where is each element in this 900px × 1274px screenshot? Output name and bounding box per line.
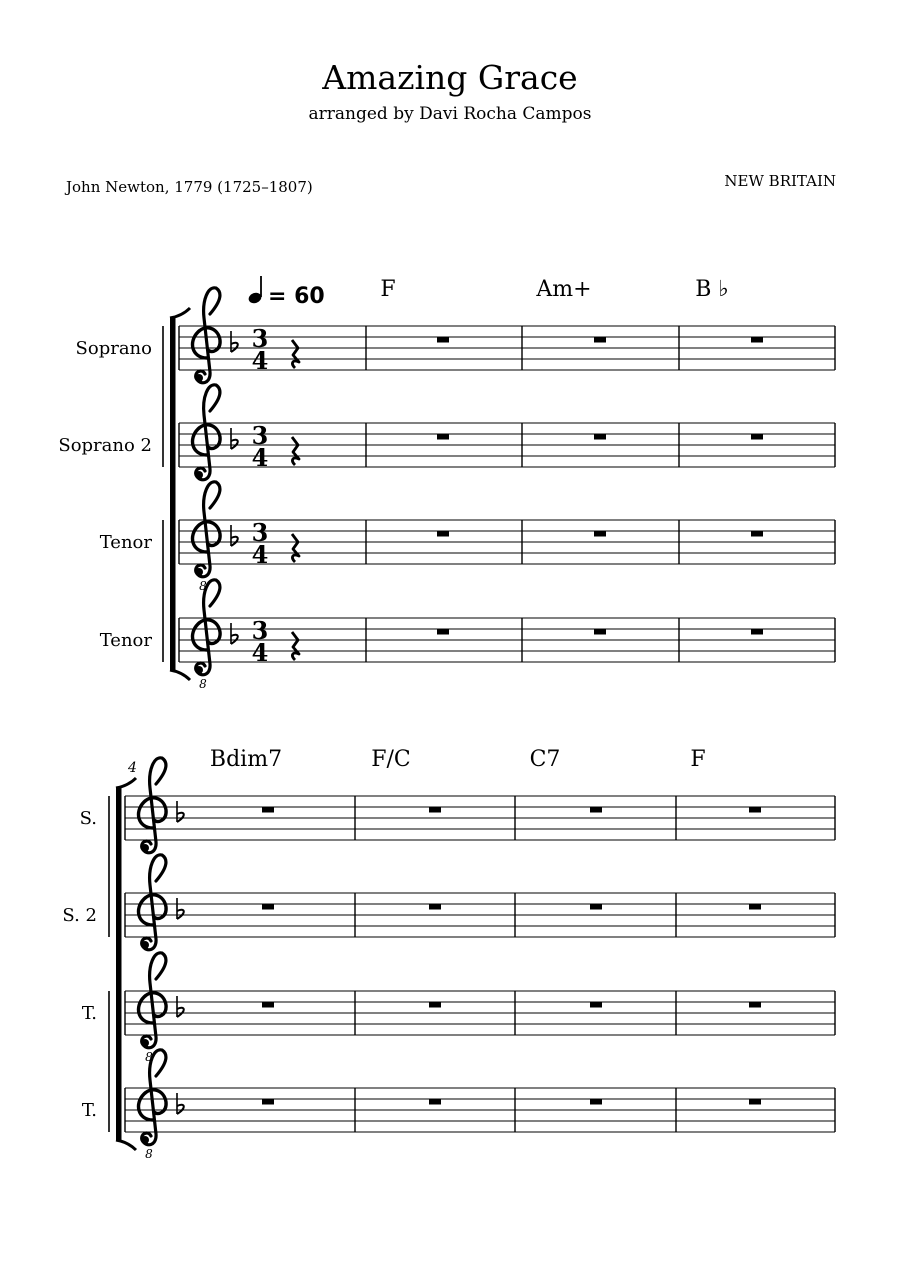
flat-key-signature [231, 623, 238, 644]
whole-rest [751, 629, 763, 635]
flat-key-signature [177, 996, 184, 1017]
bracket-top-curl [116, 778, 136, 788]
whole-rest [751, 337, 763, 343]
whole-rest [594, 531, 606, 537]
bracket-bottom-curl [170, 670, 190, 680]
chord-symbol: Am+ [536, 277, 592, 302]
clef-dot [195, 568, 203, 576]
time-signature-top: 3 [251, 616, 269, 645]
clef-stem [196, 580, 220, 675]
quarter-rest-pickup [292, 534, 299, 562]
whole-rest [751, 434, 763, 440]
staff [179, 618, 835, 662]
octave-marker: 8 [199, 579, 207, 593]
staff [125, 1088, 835, 1132]
whole-rest [590, 807, 602, 813]
flat-bowl [231, 537, 238, 546]
whole-rest [262, 1099, 274, 1105]
clef-dot [141, 941, 149, 949]
clef-dot [141, 844, 149, 852]
clef-stem [142, 855, 166, 950]
whole-rest [594, 629, 606, 635]
flat-bowl [177, 910, 184, 919]
chord-symbol: C7 [529, 747, 561, 772]
time-signature-bottom: 4 [251, 443, 269, 472]
octave-marker: 8 [199, 677, 207, 691]
treble-clef-icon [192, 385, 220, 480]
flat-key-signature [177, 801, 184, 822]
instrument-name: Soprano [75, 338, 152, 359]
flat-bowl [177, 813, 184, 822]
whole-rest [749, 1002, 761, 1008]
flat-bowl [231, 440, 238, 449]
flat-bowl [231, 635, 238, 644]
system-bracket [116, 788, 122, 1140]
whole-rest [590, 904, 602, 910]
score-subtitle: arranged by Davi Rocha Campos [308, 104, 592, 124]
flat-bowl [231, 343, 238, 352]
instrument-name: S. 2 [62, 905, 97, 926]
time-signature-bottom: 4 [251, 638, 269, 667]
system-bracket [170, 318, 176, 670]
clef-stem [196, 385, 220, 480]
whole-rest [590, 1099, 602, 1105]
treble-clef-icon [192, 288, 220, 383]
clef-dot [195, 471, 203, 479]
whole-rest [429, 1002, 441, 1008]
time-signature-bottom: 4 [251, 346, 269, 375]
clef-stem [142, 1050, 166, 1145]
whole-rest [590, 1002, 602, 1008]
whole-rest [262, 807, 274, 813]
clef-dot [141, 1039, 149, 1047]
tempo-value: = 60 [268, 284, 325, 309]
poet-credit: John Newton, 1779 (1725–1807) [66, 178, 313, 196]
chord-symbol: B ♭ [695, 277, 729, 302]
treble-clef-icon [138, 855, 166, 950]
whole-rest [594, 434, 606, 440]
whole-rest [749, 904, 761, 910]
score-title: Amazing Grace [322, 58, 578, 97]
whole-rest [437, 531, 449, 537]
bracket-bottom-curl [116, 1140, 136, 1150]
treble-8vb-clef-icon [192, 580, 220, 691]
whole-rest [749, 807, 761, 813]
bracket-top-curl [170, 308, 190, 318]
flat-key-signature [177, 1093, 184, 1114]
whole-rest [437, 337, 449, 343]
clef-dot [195, 374, 203, 382]
whole-rest [429, 807, 441, 813]
staff [179, 423, 835, 467]
treble-clef-icon [138, 758, 166, 853]
whole-rest [594, 337, 606, 343]
clef-stem [196, 482, 220, 577]
quarter-rest-pickup [292, 437, 299, 465]
instrument-name: S. [79, 808, 97, 829]
instrument-name: T. [81, 1003, 97, 1024]
system-2 [109, 778, 835, 1150]
treble-8vb-clef-icon [138, 953, 166, 1064]
clef-stem [196, 288, 220, 383]
clef-dot [195, 666, 203, 674]
treble-8vb-clef-icon [138, 1050, 166, 1161]
whole-rest [262, 1002, 274, 1008]
flat-bowl [177, 1008, 184, 1017]
time-signature-top: 3 [251, 324, 269, 353]
quarter-rest-pickup [292, 340, 299, 368]
flat-key-signature [177, 898, 184, 919]
chord-symbol: Bdim7 [209, 747, 283, 772]
instrument-name: T. [81, 1100, 97, 1121]
chord-symbol: F [690, 747, 706, 772]
flat-key-signature [231, 331, 238, 352]
instrument-name: Tenor [99, 630, 152, 651]
whole-rest [751, 531, 763, 537]
whole-rest [429, 1099, 441, 1105]
staff [125, 796, 835, 840]
whole-rest [437, 434, 449, 440]
quarter-rest-pickup [292, 632, 299, 660]
instrument-name: Tenor [99, 532, 152, 553]
whole-rest [429, 904, 441, 910]
clef-dot [141, 1136, 149, 1144]
staff [179, 326, 835, 370]
staff [125, 991, 835, 1035]
flat-bowl [177, 1105, 184, 1114]
staff [125, 893, 835, 937]
instrument-name: Soprano 2 [58, 435, 152, 456]
octave-marker: 8 [145, 1050, 153, 1064]
whole-rest [437, 629, 449, 635]
octave-marker: 8 [145, 1147, 153, 1161]
staff [179, 520, 835, 564]
tune-name: NEW BRITAIN [724, 172, 836, 190]
flat-key-signature [231, 428, 238, 449]
time-signature-top: 3 [251, 518, 269, 547]
treble-8vb-clef-icon [192, 482, 220, 593]
flat-key-signature [231, 525, 238, 546]
clef-stem [142, 953, 166, 1048]
tempo-marking [247, 276, 263, 305]
clef-stem [142, 758, 166, 853]
chord-symbol: F [380, 277, 396, 302]
whole-rest [749, 1099, 761, 1105]
chord-symbol: F/C [371, 747, 411, 772]
time-signature-top: 3 [251, 421, 269, 450]
time-signature-bottom: 4 [251, 540, 269, 569]
whole-rest [262, 904, 274, 910]
measure-number: 4 [128, 760, 137, 776]
